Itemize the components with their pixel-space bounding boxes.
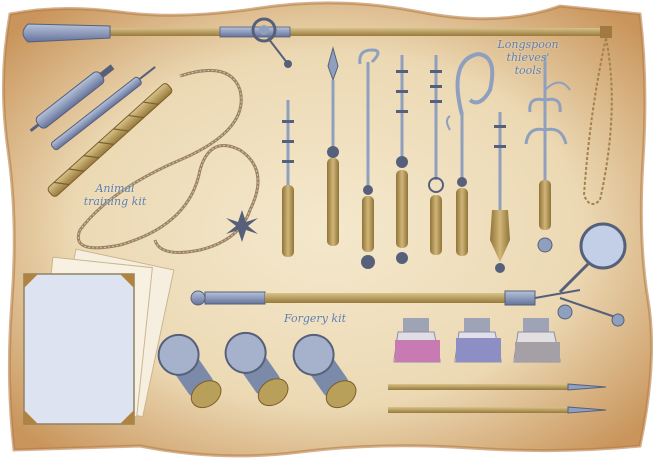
- longspoon-label-line1: Longspoon: [497, 38, 559, 51]
- longspoon-thieves-tools-label: [488, 38, 568, 77]
- longspoon-label-line3: tools: [514, 64, 542, 77]
- forgery-kit-label: Forgery kit: [283, 312, 347, 325]
- ink-bottle-icon: [394, 318, 560, 362]
- animal-label-line1: Animal: [95, 182, 135, 195]
- animal-label-line2: training kit: [83, 195, 147, 208]
- animal-training-kit-label: [80, 182, 150, 208]
- longspoon-label-line2: thieves': [506, 51, 550, 64]
